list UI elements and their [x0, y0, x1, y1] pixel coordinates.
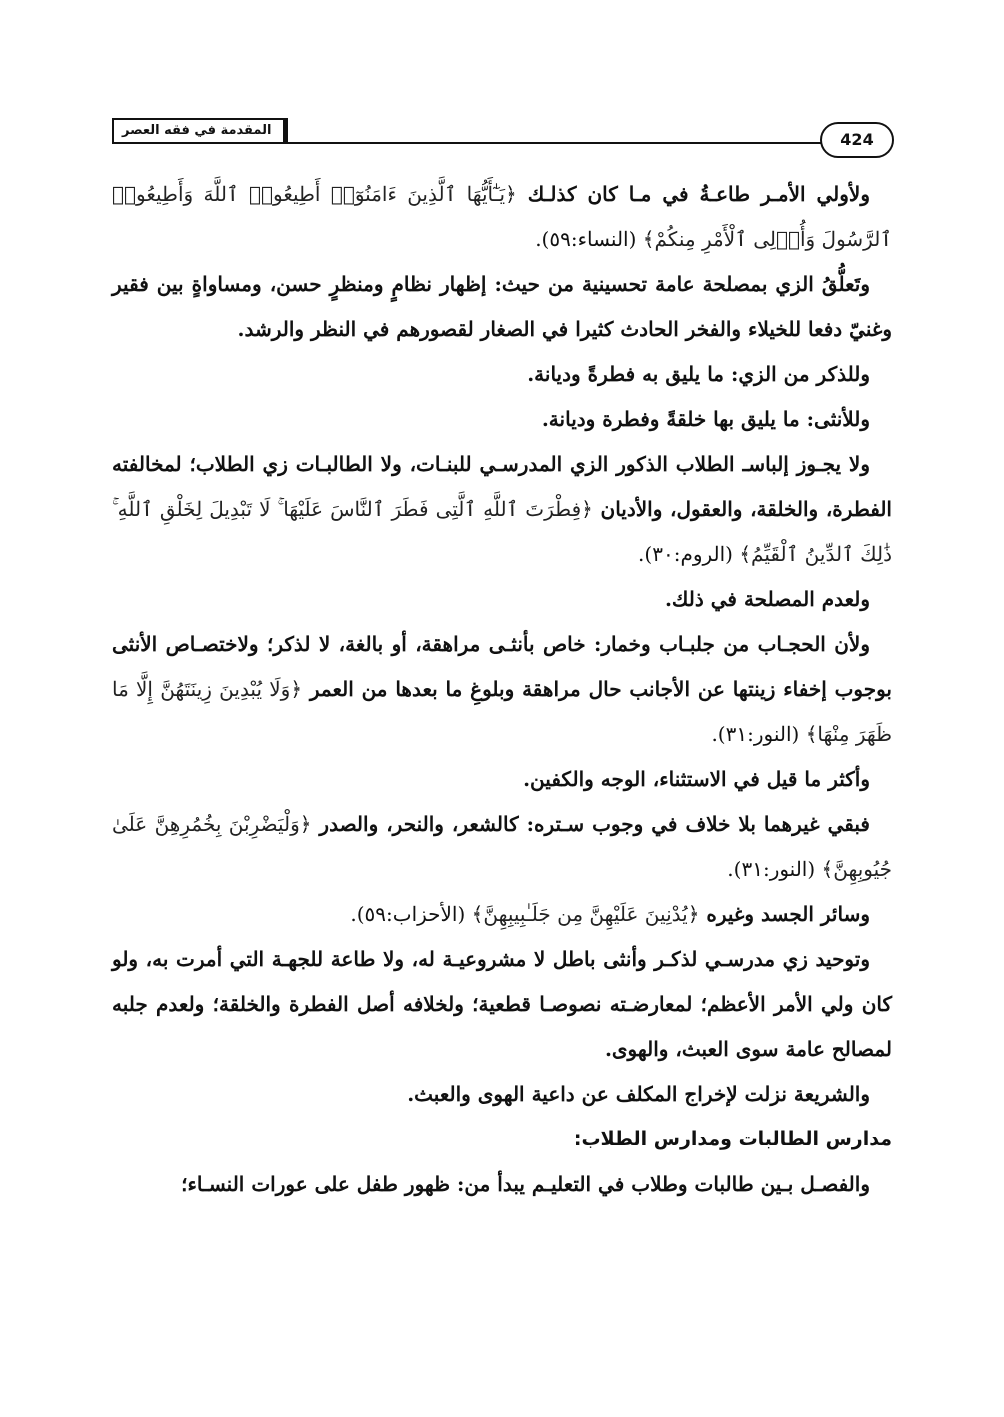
paragraph-text: وللذكر من الزي: ما يليق به فطرةً وديانة.: [527, 362, 870, 386]
verse-reference: (النور:٣١).: [711, 722, 806, 746]
header-rule: [112, 142, 892, 144]
quran-close-bracket: ﴾: [821, 857, 834, 881]
paragraph-text: وتوحيد زي مدرسـي لذكـر وأنثى باطل لا مشروعيـة له، ولا طاعة للجهـة التي أمرت به، ولو كان ولي الأمر الأعظم؛ لمعارضـته نصوصـا قطعية؛ ولخلافه أصل الفطرة والخلقة؛ ولعدم جلبه لمصالح عامة سوى العبث، والهوى.: [112, 947, 892, 1061]
quran-verse: يُدْنِينَ عَلَيْهِنَّ مِن جَلَـٰبِيبِهِنَّ: [483, 902, 688, 926]
page-body: [112, 172, 892, 1207]
quran-close-bracket: ﴾: [642, 227, 655, 251]
quran-open-bracket: ﴿: [505, 182, 517, 206]
page-number: 424: [820, 122, 894, 158]
paragraph-text: ولأولي الأمـر طاعـةُ في مـا كان كذلـك: [516, 182, 870, 206]
paragraph-text: وسائر الجسد وغيره: [699, 902, 870, 926]
paragraph-text: وللأنثى: ما يليق بها خلقةً وفطرة وديانة.: [541, 407, 870, 431]
paragraph-text: ولعدم المصلحة في ذلك.: [664, 587, 870, 611]
quran-open-bracket: ﴿: [581, 497, 593, 521]
paragraph-text: وتَعلُّقُ الزي بمصلحة عامة تحسينية من حيث: إظهار نظامٍ ومنظرٍ حسن، ومساواةٍ بين فقير وغنيّ دفعا للخيلاء والفخر الحادث كثيرا في الصغار لقصورهم في النظر والرشد.: [112, 272, 892, 341]
paragraph: [112, 802, 892, 892]
paragraph: [112, 1162, 892, 1207]
section-heading: [112, 1117, 892, 1162]
quran-open-bracket: ﴿: [290, 677, 303, 701]
paragraph-text: ولأن الحجـاب من جلبـاب وخمار: خاص بأنثـى مراهقة، أو بالغة، لا لذكر؛ ولاختصـاص الأنثى بوجوب إخفاء زينتها عن الأجانب حال مراهقة وبلوغِ ما بعدها من العمر: [112, 632, 892, 701]
paragraph: [112, 262, 892, 352]
verse-reference: (النور:٣١).: [727, 857, 822, 881]
paragraph: [112, 577, 892, 622]
book-title: المقدمة في فقه العصر: [112, 118, 288, 142]
quran-verse: وَلْيَضْرِبْنَ بِخُمُرِهِنَّ عَلَىٰ جُيُوبِهِنَّ: [112, 812, 892, 881]
paragraph: [112, 172, 892, 262]
paragraph: [112, 442, 892, 577]
paragraph-text: مدارس الطالبات ومدارس الطلاب:: [573, 1128, 892, 1150]
verse-reference: (الروم:٣٠).: [638, 542, 740, 566]
paragraph-text: والفصـل بـين طالبات وطلاب في التعليـم يبدأ من: ظهور طفل على عورات النسـاء؛: [181, 1172, 870, 1196]
quran-verse: وَلَا يُبْدِينَ زِينَتَهُنَّ إِلَّا مَا ظَهَرَ مِنْهَا: [112, 677, 892, 746]
quran-close-bracket: ﴾: [805, 722, 818, 746]
paragraph-text: فبقي غيرهما بلا خلاف في وجوب سـتره: كالشعر، والنحر، والصدر: [311, 812, 870, 836]
paragraph: [112, 352, 892, 397]
quran-verse: فِطْرَتَ ٱللَّهِ ٱلَّتِى فَطَرَ ٱلنَّاسَ عَلَيْهَا ۚ لَا تَبْدِيلَ لِخَلْقِ ٱللَّهِ ۚ ذَٰلِكَ ٱلدِّينُ ٱلْقَيِّمُ: [112, 497, 892, 566]
quran-close-bracket: ﴾: [471, 902, 484, 926]
page-header: [112, 112, 892, 156]
verse-reference: (النساء:٥٩).: [535, 227, 643, 251]
paragraph: [112, 622, 892, 757]
paragraph-text: والشريعة نزلت لإخراج المكلف عن داعية الهوى والعبث.: [407, 1082, 870, 1106]
quran-open-bracket: ﴿: [687, 902, 700, 926]
paragraph: [112, 937, 892, 1072]
quran-verse: يَـٰٓأَيُّهَا ٱلَّذِينَ ءَامَنُوٓا۟ أَطِيعُوا۟ ٱللَّهَ وَأَطِيعُوا۟ ٱلرَّسُولَ وَأُو۟لِى ٱلْأَمْرِ مِنكُمْ: [112, 182, 892, 251]
paragraph-text: وأكثر ما قيل في الاستثناء، الوجه والكفين.: [523, 767, 870, 791]
paragraph: [112, 757, 892, 802]
quran-open-bracket: ﴿: [299, 812, 312, 836]
paragraph-text: ولا يجـوز إلباسـ الطلاب الذكور الزي المدرسـي للبنـات، ولا الطالبـات زي الطلاب؛ لمخالفته الفطرة، والخلقة، والعقول، والأديان: [112, 452, 892, 521]
paragraph: [112, 1072, 892, 1117]
quran-close-bracket: ﴾: [739, 542, 752, 566]
verse-reference: (الأحزاب:٥٩).: [350, 902, 472, 926]
paragraph: [112, 397, 892, 442]
paragraph: [112, 892, 892, 937]
